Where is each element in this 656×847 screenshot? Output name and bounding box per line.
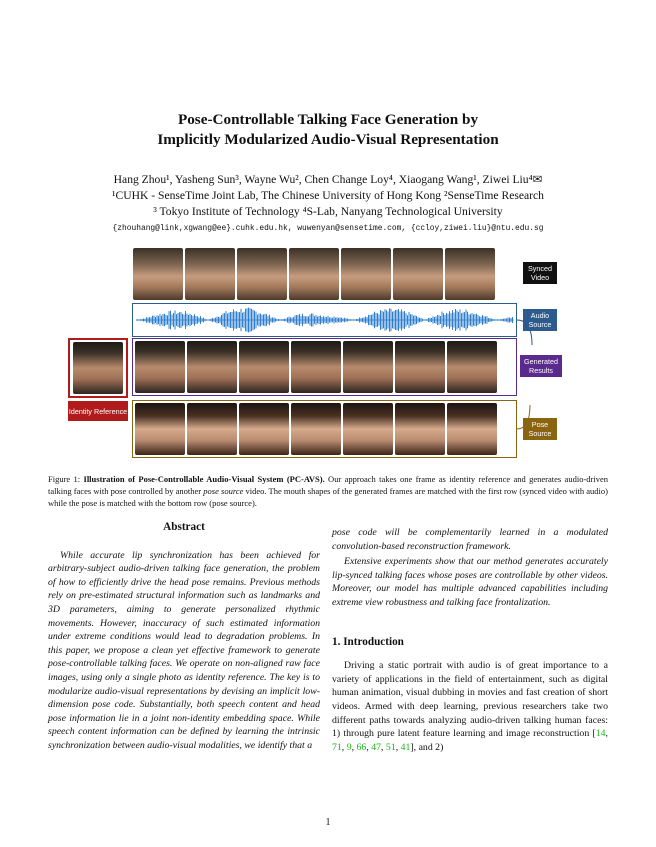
- citation-link[interactable]: 47: [371, 741, 382, 753]
- caption-bold: Illustration of Pose-Controllable Audio-Visual System (PC-AVS).: [83, 474, 325, 484]
- abstract-paragraph-1-continued: pose code will be complementarily learned in a modulated convolution-based reconstruction framework.: [332, 527, 608, 552]
- author-block: [0, 172, 656, 220]
- caption-text-2: video. The mouth shapes of the generated frames are matched with the first row (synced video with audio) while the pose is matched with the bottom row (pose source).: [48, 486, 608, 508]
- figure-connectors: [60, 245, 590, 465]
- abstract-paragraph-2: Extensive experiments show that our method generates accurately lip-synced talking faces whose poses are controllable by other videos. Moreover, our model has multiple advanced capabilities including extreme view robustness and talking face frontalization.: [332, 556, 608, 608]
- citation-link[interactable]: 41: [400, 741, 411, 753]
- paper-title: [0, 110, 656, 150]
- caption-prefix: Figure 1:: [48, 474, 84, 484]
- introduction-paragraph: Driving a static portrait with audio is of great importance to a variety of applications in the field of entertainment, such as digital human animation, visual dubbing in movies and fast creation of short videos. Armed with deep learning, previous researchers take two different paths towards analyzing audio-driven talking human faces: 1) through pure latent feature learning and image reconstruction [14, 71, 9, 66, 47, 51, 41], and 2): [332, 660, 608, 753]
- figure-caption: [48, 473, 608, 509]
- citation-link[interactable]: 71: [332, 741, 342, 753]
- abstract-heading: Abstract: [163, 521, 205, 533]
- right-column: [332, 526, 608, 754]
- title-line-1: Pose-Controllable Talking Face Generation by: [177, 111, 479, 128]
- author-emails: {zhouhang@link,xgwang@ee}.cuhk.edu.hk, wuwenyan@sensetime.com, {ccloy,ziwei.liu}@ntu.edu.sg: [112, 224, 544, 233]
- identity-reference-label: Identity Reference: [68, 401, 128, 421]
- generated-results-label: Generated Results: [520, 355, 562, 377]
- caption-text-1: Our approach takes one frame as identity reference and generates audio-driven talking faces with pose controlled by another: [48, 474, 608, 496]
- pose-source-label: Pose Source: [523, 418, 557, 440]
- abstract-paragraph-1: While accurate lip synchronization has been achieved for arbitrary-subject audio-driven talking face generation, the problem of how to efficiently drive the head pose remains. Previous methods rely on pre-estimated structural information such as landmarks and 3D parameters, aiming to generate personalized rhythmic movements. However, inaccuracy of such estimated information under extreme conditions would lead to degradation problems. In this paper, we propose a clean yet effective framework to generate pose-controllable talking faces. We operate on non-aligned raw face images, using only a single photo as identity reference. The key is to modularize audio-visual representations by devising an implicit low-dimension pose code. Substantially, both speech content and head pose information lie in a joint non-identity embedding space. While speech content information can be defined by learning the intrinsic synchronization between audio-visual modalities, we identify that a: [48, 549, 320, 751]
- citation-link[interactable]: 51: [385, 741, 396, 753]
- citation-link[interactable]: 14: [595, 728, 606, 740]
- affiliation-line-2: ³ Tokyo Institute of Technology ⁴S-Lab, Nanyang Technological University: [153, 205, 503, 218]
- introduction-text: Driving a static portrait with audio is of great importance to a variety of applications in the field of entertainment, such as digital human animation, visual dubbing in movies and fast creation of short videos. Armed with deep learning, previous researchers take two different paths towards analyzing audio-driven talking human faces: 1) through pure latent feature learning and image reconstruction [: [332, 660, 608, 740]
- title-line-2: Implicitly Modularized Audio-Visual Representation: [157, 131, 499, 148]
- author-names: Hang Zhou¹, Yasheng Sun³, Wayne Wu², Chen Change Loy⁴, Xiaogang Wang¹, Ziwei Liu⁴✉: [113, 173, 543, 186]
- caption-italic: pose source: [203, 486, 244, 496]
- abstract-column: [48, 521, 320, 753]
- introduction-tail: ], and 2): [410, 741, 444, 753]
- figure-1: [60, 245, 590, 445]
- page-number: 1: [325, 817, 331, 828]
- citation-link[interactable]: 9: [346, 741, 352, 753]
- citation-link[interactable]: 66: [356, 741, 367, 753]
- synced-video-label: Synced Video: [523, 262, 557, 284]
- audio-source-label: Audio Source: [523, 309, 557, 331]
- affiliation-line-1: ¹CUHK - SenseTime Joint Lab, The Chinese University of Hong Kong ²SenseTime Research: [112, 189, 544, 202]
- introduction-heading: 1. Introduction: [332, 635, 404, 648]
